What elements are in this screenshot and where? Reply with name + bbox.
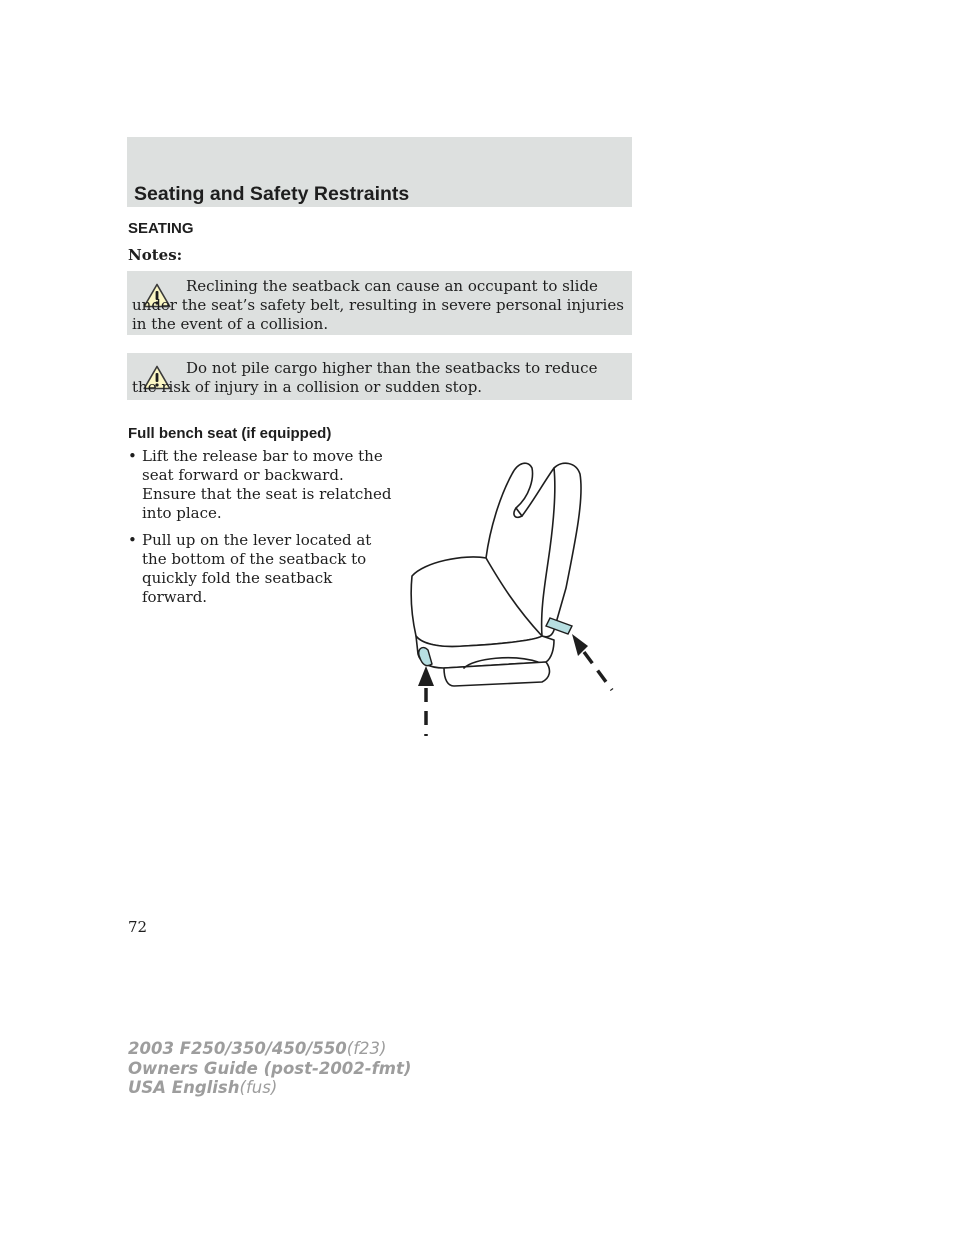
warning-box-recline bbox=[127, 271, 632, 335]
list-item-text: Lift the release bar to move the seat forward or backward. Ensure that the seat is relatched into place. bbox=[142, 447, 392, 522]
bench-seat-heading: Full bench seat (if equipped) bbox=[128, 425, 332, 442]
bench-seat-instructions bbox=[128, 447, 400, 615]
list-item bbox=[128, 531, 400, 607]
notes-label: Notes: bbox=[128, 246, 183, 264]
warning-box-cargo bbox=[127, 353, 632, 400]
header-band bbox=[127, 137, 632, 207]
footer-model-code: (f23) bbox=[346, 1039, 387, 1058]
bullet-icon: • bbox=[128, 447, 137, 465]
list-item bbox=[128, 447, 400, 523]
section-heading: SEATING bbox=[128, 220, 194, 237]
bullet-icon: • bbox=[128, 531, 137, 549]
bench-seat-illustration bbox=[404, 458, 624, 740]
arrow-up-icon bbox=[418, 666, 434, 686]
page-number: 72 bbox=[128, 918, 148, 936]
page-header-title: Seating and Safety Restraints bbox=[134, 183, 410, 205]
footer-model: 2003 F250/350/450/550 bbox=[128, 1039, 347, 1058]
document-footer bbox=[128, 1039, 411, 1098]
warning-text: Do not pile cargo higher than the seatbacks to reduce the risk of injury in a collision or sudden stop. bbox=[132, 359, 598, 396]
warning-text: Reclining the seatback can cause an occupant to slide under the seat’s safety belt, resulting in severe personal injuries in the event of a collision. bbox=[132, 277, 624, 333]
footer-language-code: (fus) bbox=[239, 1078, 278, 1097]
footer-language: USA English bbox=[128, 1078, 240, 1097]
list-item-text: Pull up on the lever located at the bottom of the seatback to quickly fold the seatback forward. bbox=[142, 531, 372, 606]
footer-guide: Owners Guide (post-2002-fmt) bbox=[128, 1058, 412, 1078]
